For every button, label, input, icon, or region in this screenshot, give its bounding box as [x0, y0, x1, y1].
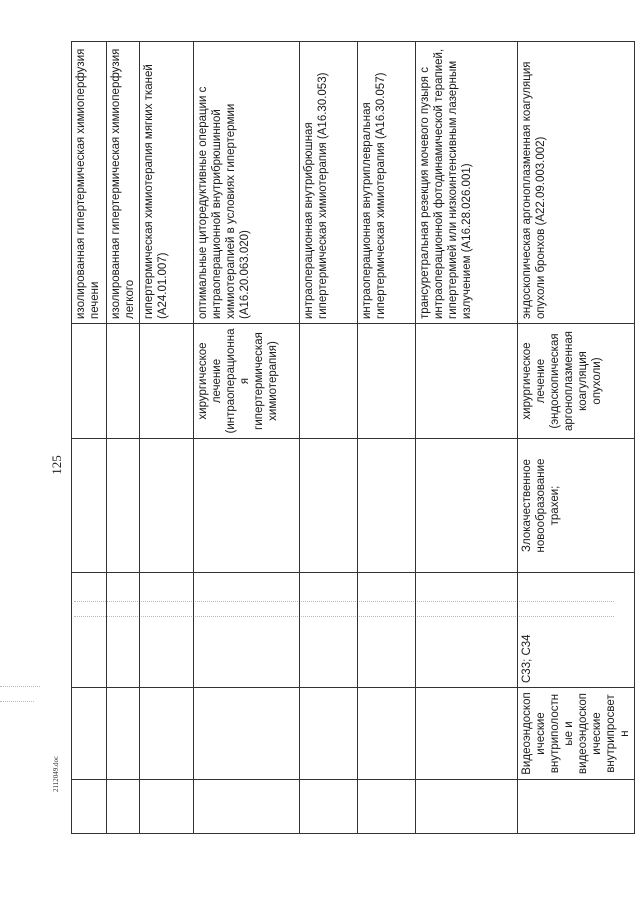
table-cell	[107, 573, 140, 688]
table-row	[300, 42, 358, 834]
table-cell	[72, 439, 107, 573]
table-row	[416, 42, 518, 834]
table-row	[72, 42, 107, 834]
table-cell: интраоперационная внутрибрюшная гипертермическая химиотерапия (A16.30.053)	[300, 42, 358, 324]
table-cell	[107, 324, 140, 439]
table-cell	[140, 439, 194, 573]
table-cell: трансуретральная резекция мочевого пузыря с интраоперационной фотодинамической терапией, гипертермией или низкоинтенсивным лазерным излучением (A16.28.026.001)	[416, 42, 518, 324]
table-cell	[358, 324, 416, 439]
table-cell	[518, 780, 635, 834]
table-cell	[358, 439, 416, 573]
table-cell	[416, 688, 518, 780]
table-cell	[194, 780, 300, 834]
table-row	[194, 42, 300, 834]
table-cell	[416, 439, 518, 573]
table-cell: Злокачественное новообразование трахеи;	[518, 439, 635, 573]
table-cell	[358, 688, 416, 780]
table-cell: хирургическое лечение (эндоскопическая аргоноплазменная коагуляция опухоли)	[518, 324, 635, 439]
table-cell	[416, 573, 518, 688]
table-cell	[416, 780, 518, 834]
rotated-table-container	[71, 42, 632, 834]
table-cell: интраоперационная внутриплевральная гипертермическая химиотерапия (A16.30.057)	[358, 42, 416, 324]
table-cell	[358, 573, 416, 688]
table-cell	[140, 780, 194, 834]
table-cell	[107, 688, 140, 780]
data-table	[71, 41, 635, 834]
table-cell: хирургическое лечение (интраоперационная гипертермическая химиотерапия)	[194, 324, 300, 439]
page-number: 125	[49, 455, 64, 475]
table-cell	[194, 439, 300, 573]
table-cell	[300, 439, 358, 573]
table-cell: изолированная гипертермическая химиоперфузия печени	[72, 42, 107, 324]
table-row	[107, 42, 140, 834]
table-cell	[416, 324, 518, 439]
table-cell	[194, 688, 300, 780]
table-row	[140, 42, 194, 834]
table-cell	[300, 324, 358, 439]
table-cell: Видеоэндоскопические внутриполостные и видеоэндоскопические внутрипросветн	[518, 688, 635, 780]
table-cell: оптимальные циторедуктивные операции с интраоперационной внутрибрюшинной химиотерапией в условиях гипертермии (A16.20.063.020)	[194, 42, 300, 324]
table-cell	[72, 688, 107, 780]
table-cell	[300, 688, 358, 780]
rotated-table-area	[71, 42, 632, 834]
table-cell	[358, 780, 416, 834]
table-cell	[107, 780, 140, 834]
table-row	[518, 42, 635, 834]
table-cell	[72, 573, 107, 688]
footer-document-code: 2112049.doc	[52, 755, 60, 792]
table-cell	[72, 324, 107, 439]
table-cell: эндоскопическая аргоноплазменная коагуляция опухоли бронхов (A22.09.003.002)	[518, 42, 635, 324]
table-cell	[140, 688, 194, 780]
table-cell	[140, 573, 194, 688]
table-cell	[300, 780, 358, 834]
table-cell	[107, 439, 140, 573]
table-row	[358, 42, 416, 834]
table-cell	[300, 573, 358, 688]
table-cell: C33; C34	[518, 573, 635, 688]
table-cell	[72, 780, 107, 834]
table-cell: гипертермическая химиотерапия мягких тканей (A24.01.007)	[140, 42, 194, 324]
table-cell: изолированная гипертермическая химиоперфузия легкого	[107, 42, 140, 324]
scan-line	[0, 686, 40, 687]
table-cell	[194, 573, 300, 688]
scan-line	[0, 701, 34, 702]
table-cell	[140, 324, 194, 439]
